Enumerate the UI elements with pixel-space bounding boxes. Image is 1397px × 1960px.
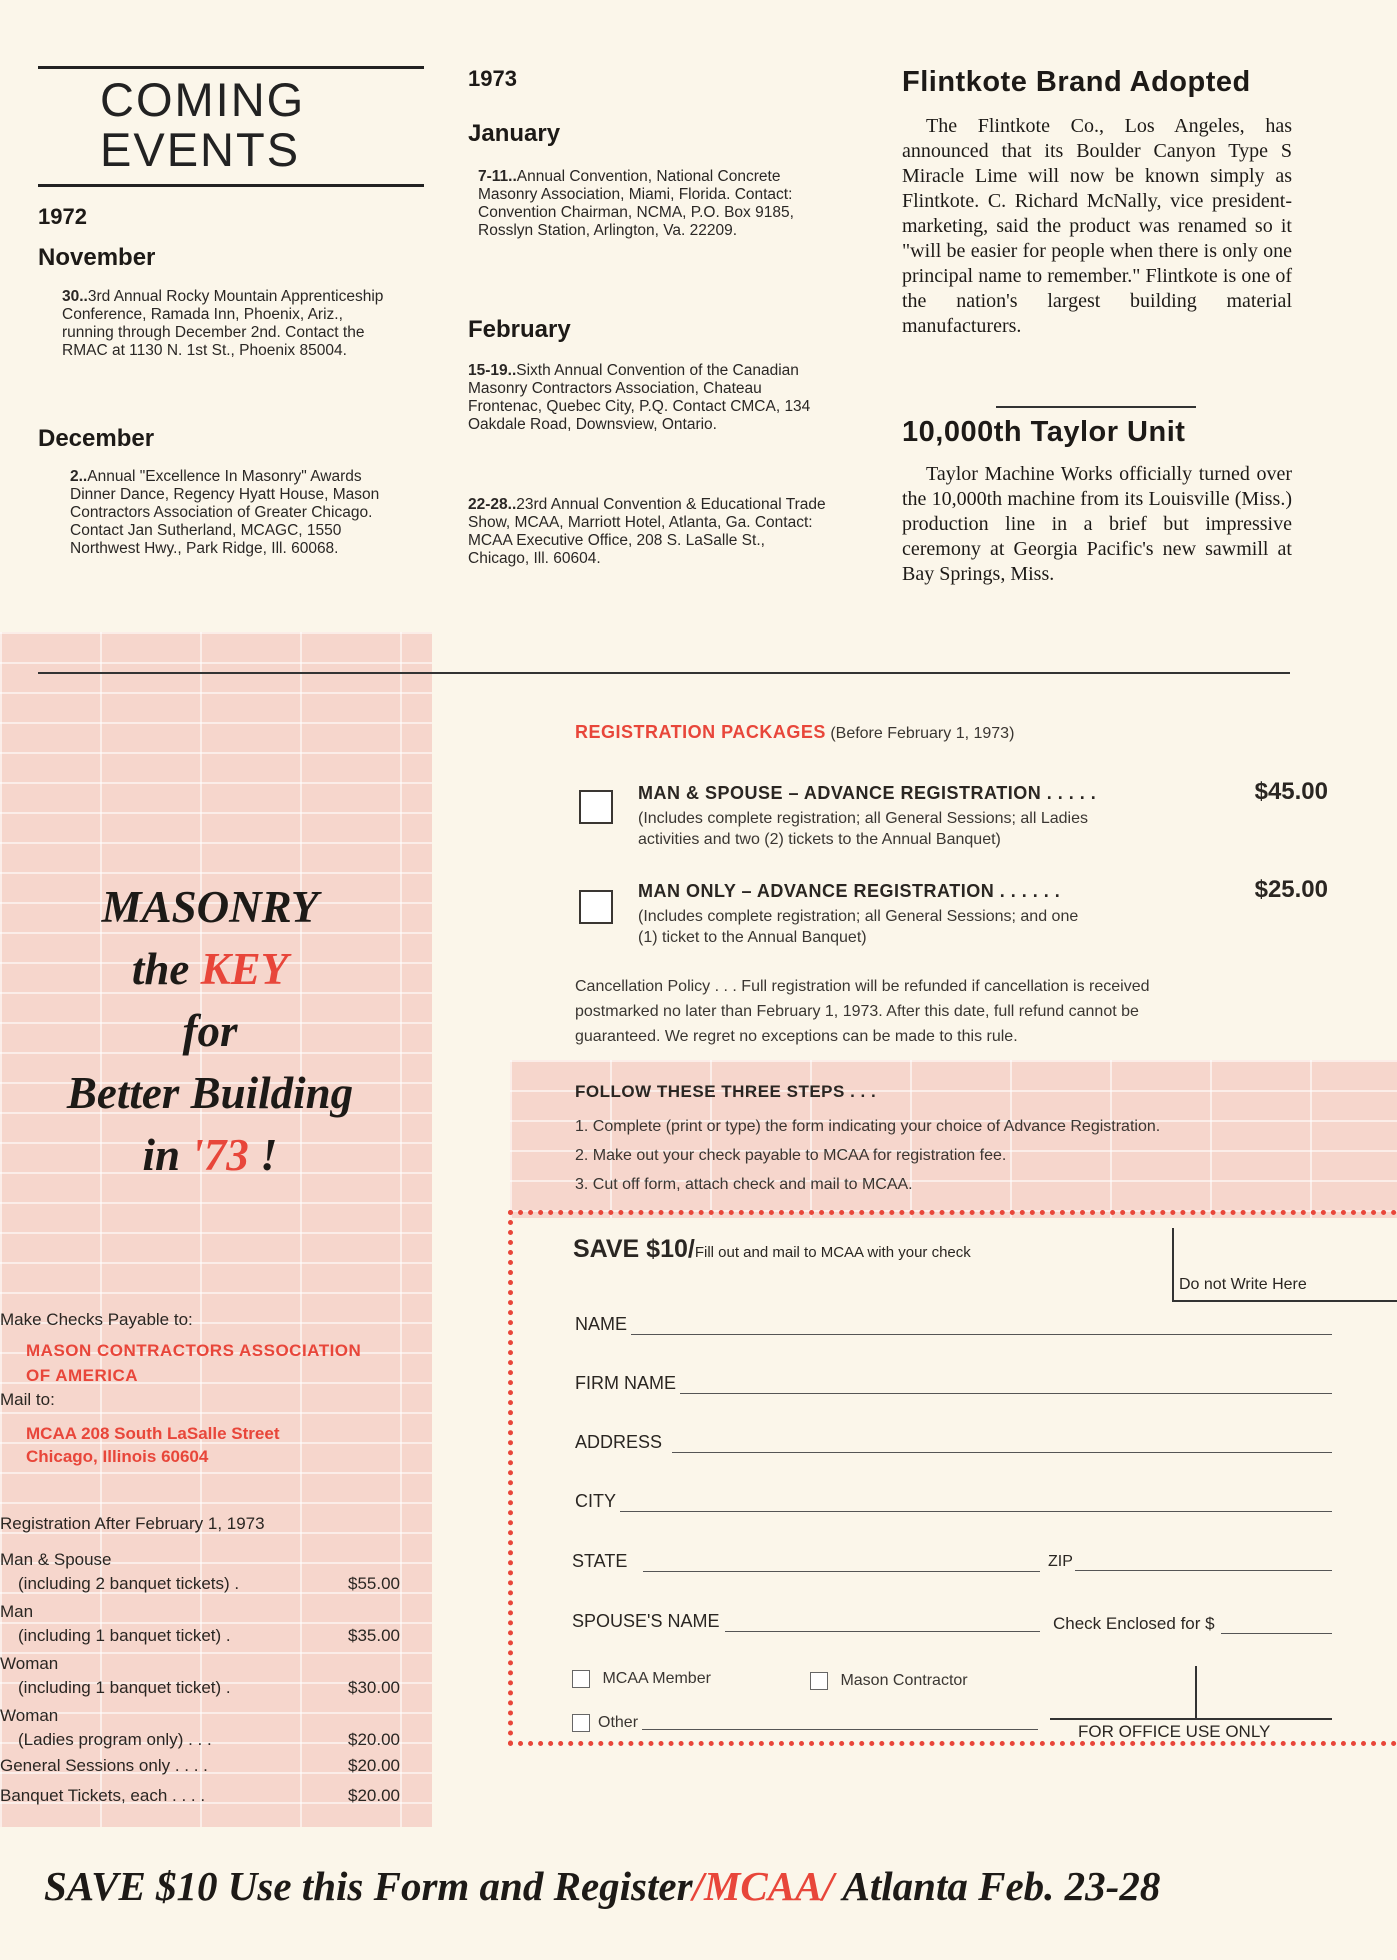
- other-checkbox[interactable]: [572, 1714, 590, 1732]
- spouse-name-field[interactable]: SPOUSE'S NAME: [572, 1611, 1040, 1632]
- firm-name-field[interactable]: FIRM NAME: [575, 1373, 1332, 1394]
- event-february-1: 15-19..Sixth Annual Convention of the Canadian Masonry Contractors Association, Chateau Frontenac, Quebec City, P.Q. Contact CMCA, 134 Oakdale Road, Downsview, Ontario.: [468, 362, 811, 433]
- man-spouse-checkbox[interactable]: [579, 790, 613, 824]
- fee-item-woman: Woman (including 1 banquet ticket) . $30.00: [0, 1654, 400, 1697]
- after-fees-heading: Registration After February 1, 1973: [0, 1514, 265, 1533]
- month-february: February: [468, 316, 571, 343]
- steps-title: FOLLOW THESE THREE STEPS . . .: [575, 1082, 877, 1101]
- month-december: December: [38, 425, 155, 452]
- payable-org: MASON CONTRACTORS ASSOCIATION OF AMERICA: [26, 1341, 362, 1385]
- year-1972: 1972: [38, 204, 87, 229]
- mason-contractor-checkbox-row[interactable]: Mason Contractor: [810, 1672, 968, 1690]
- step-1: 1. Complete (print or type) the form indicating your choice of Advance Registration.: [575, 1118, 1161, 1135]
- mcaa-member-checkbox[interactable]: [572, 1670, 590, 1688]
- flintkote-article: The Flintkote Co., Los Angeles, has announced that its Boulder Canyon Type S Miracle Lime will now be known simply as Flintkote. C. Richard McNally, vice president-marketing, said the product was renamed so it "will be easier for people when there is only one principal name to remember." Flintkote is one of the nation's largest building material manufacturers.: [902, 115, 1292, 337]
- zip-field[interactable]: ZIP: [1048, 1553, 1332, 1571]
- fee-item-banquet: Banquet Tickets, each . . . . $20.00: [0, 1786, 400, 1805]
- mason-contractor-checkbox[interactable]: [810, 1672, 828, 1690]
- fee-item-man: Man (including 1 banquet ticket) . $35.00: [0, 1602, 400, 1645]
- taylor-headline: 10,000th Taylor Unit: [902, 416, 1186, 448]
- state-field[interactable]: STATE: [572, 1551, 1040, 1572]
- year-1973: 1973: [468, 66, 517, 91]
- other-field[interactable]: Other: [572, 1714, 1038, 1732]
- cancellation-policy: Cancellation Policy . . . Full registration will be refunded if cancellation is received postmarked no later than February 1, 1973. After this date, full refund cannot be guaranteed. We regret no exceptions can be made to this rule.: [575, 978, 1150, 1045]
- fee-item-general-sessions: General Sessions only . . . . $20.00: [0, 1756, 400, 1775]
- form-save-header: SAVE $10/Fill out and mail to MCAA with your check: [573, 1235, 971, 1263]
- news-divider: [996, 406, 1196, 408]
- package-man-spouse: MAN & SPOUSE – ADVANCE REGISTRATION . . . . . $45.00 (Includes complete registration; all General Sessions; all Ladies activities and two (2) tickets to the Annual Banquet): [638, 778, 1328, 848]
- packages-header: REGISTRATION PACKAGES (Before February 1, 1973): [575, 722, 1015, 742]
- man-only-checkbox[interactable]: [579, 890, 613, 924]
- section-divider: [38, 672, 1290, 674]
- coming-events-rule-top: [38, 66, 424, 69]
- address-field[interactable]: ADDRESS: [575, 1432, 1332, 1453]
- bottom-banner: SAVE $10 Use this Form and Register/MCAA/ Atlanta Feb. 23-28: [44, 1863, 1161, 1909]
- fee-item-woman-ladies: Woman (Ladies program only) . . . $20.00: [0, 1706, 400, 1749]
- event-february-2: 22-28..23rd Annual Convention & Educational Trade Show, MCAA, Marriott Hotel, Atlanta, Ga. Contact: MCAA Executive Office, 208 S. LaSalle St., Chicago, Ill. 60604.: [468, 496, 826, 567]
- month-january: January: [468, 120, 561, 147]
- coming-events-rule-bottom: [38, 184, 424, 187]
- flintkote-headline: Flintkote Brand Adopted: [902, 66, 1251, 98]
- mcaa-member-checkbox-row[interactable]: MCAA Member: [572, 1670, 711, 1688]
- do-not-write-box: Do not Write Here: [1172, 1228, 1397, 1302]
- payable-block: [0, 1310, 430, 1468]
- event-january: 7-11..Annual Convention, National Concrete Masonry Association, Miami, Florida. Contact: Convention Chairman, NCMA, P.O. Box 9185, Rosslyn Station, Arlington, Va. 22209.: [478, 168, 794, 239]
- city-field[interactable]: CITY: [575, 1491, 1332, 1512]
- office-use-label: FOR OFFICE USE ONLY: [1078, 1722, 1271, 1741]
- coming-events-title: COMING EVENTS: [100, 73, 306, 176]
- event-november: 30..3rd Annual Rocky Mountain Apprenticeship Conference, Ramada Inn, Phoenix, Ariz., running through December 2nd. Contact the RMAC at 1130 N. 1st St., Phoenix 85004.: [62, 288, 384, 359]
- make-checks-label: Make Checks Payable to:: [0, 1310, 193, 1329]
- office-use-box: [1050, 1666, 1332, 1720]
- mail-to-label: Mail to:: [0, 1390, 55, 1409]
- name-field[interactable]: NAME: [575, 1314, 1332, 1335]
- package-man-only: MAN ONLY – ADVANCE REGISTRATION . . . . . . $25.00 (Includes complete registration; all General Sessions; and one (1) ticket to the Annual Banquet): [638, 876, 1328, 946]
- steps-block: [575, 1082, 1335, 1199]
- fee-item-man-spouse: Man & Spouse (including 2 banquet tickets) . $55.00: [0, 1550, 400, 1593]
- step-3: 3. Cut off form, attach check and mail to MCAA.: [575, 1176, 913, 1193]
- step-2: 2. Make out your check payable to MCAA for registration fee.: [575, 1147, 1007, 1164]
- event-december: 2..Annual "Excellence In Masonry" Awards Dinner Dance, Regency Hyatt House, Mason Contractors Association of Greater Chicago. Contact Jan Sutherland, MCAGC, 1550 Northwest Hwy., Park Ridge, Ill. 60068.: [70, 468, 380, 557]
- check-enclosed-field[interactable]: Check Enclosed for $: [1053, 1614, 1332, 1634]
- masonry-key-slogan: MASONRY the KEY for Better Building in '73 !: [66, 882, 354, 1180]
- taylor-article: Taylor Machine Works officially turned over the 10,000th machine from its Louisville (Miss.) production line in a brief but impressive ceremony at Georgia Pacific's new sawmill at Bay Springs, Miss.: [902, 463, 1292, 585]
- mail-address: MCAA 208 South LaSalle Street Chicago, Illinois 60604: [26, 1424, 280, 1466]
- month-november: November: [38, 244, 156, 271]
